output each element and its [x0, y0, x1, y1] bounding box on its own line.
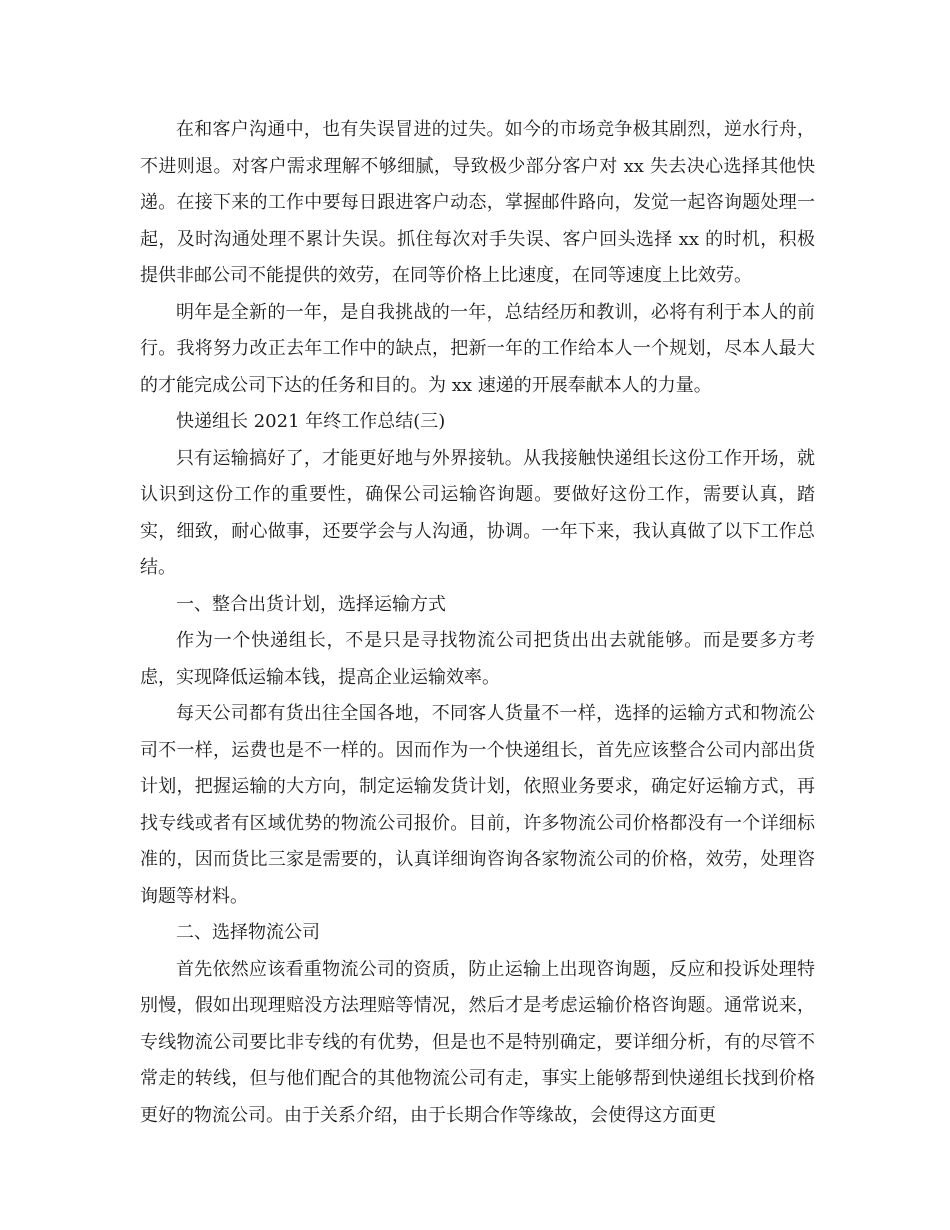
body-paragraph: 作为一个快递组长，不是只是寻找物流公司把货出出去就能够。而是要多方考虑，实现降低运输本钱，提高企业运输效率。: [140, 630, 815, 688]
section-title: 快递组长 2021 年终工作总结(三): [176, 411, 446, 432]
body-paragraph: 首先依然应该看重物流公司的资质，防止运输上出现咨询题，反应和投诉处理特别慢，假如出现理赔没方法理赔等情况，然后才是考虑运输价格咨询题。通常说来，专线物流公司要比非专线的有优势，但是也不是特别确定，要详细分析，有的尽管不常走的转线，但与他们配合的其他物流公司有走，事实上能够帮到快递组长找到价格更好的物流公司。由于关系介绍，由于长期合作等缘故，会使得这方面更: [140, 958, 815, 1126]
body-paragraph: 明年是全新的一年，是自我挑战的一年，总结经历和教训，必将有利于本人的前行。我将努力改正去年工作中的缺点，把新一年的工作给本人一个规划，尽本人最大的才能完成公司下达的任务和目的。为 xx 速递的开展奉献本人的力量。: [140, 301, 815, 396]
body-paragraph: 每天公司都有货出往全国各地，不同客人货量不一样，选择的运输方式和物流公司不一样，运费也是不一样的。因而作为一个快递组长，首先应该整合公司内部出货计划，把握运输的大方向，制定运输发货计划，依照业务要求，确定好运输方式，再找专线或者有区域优势的物流公司报价。目前，许多物流公司价格都没有一个详细标准的，因而货比三家是需要的，认真详细询咨询各家物流公司的价格，效劳，处理咨询题等材料。: [140, 703, 815, 907]
document-page: [140, 112, 815, 1134]
section-heading: 一、整合出货计划，选择运输方式: [176, 593, 446, 615]
body-paragraph: 只有运输搞好了，才能更好地与外界接轨。从我接触快递组长这份工作开场，就认识到这份工作的重要性，确保公司运输咨询题。要做好这份工作，需要认真，踏实，细致，耐心做事，还要学会与人沟通，协调。一年下来，我认真做了以下工作总结。: [140, 447, 815, 578]
section-heading: 二、选择物流公司: [176, 922, 320, 943]
body-paragraph: 在和客户沟通中，也有失误冒进的过失。如今的市场竞争极其剧烈，逆水行舟，不进则退。对客户需求理解不够细腻，导致极少部分客户对 xx 失去决心选择其他快递。在接下来的工作中要每日跟进客户动态，掌握邮件路向，发觉一起咨询题处理一起，及时沟通处理不累计失误。抓住每次对手失误、客户回头选择 xx 的时机，积极提供非邮公司不能提供的效劳，在同等价格上比速度，在同等速度上比效劳。: [140, 119, 815, 286]
